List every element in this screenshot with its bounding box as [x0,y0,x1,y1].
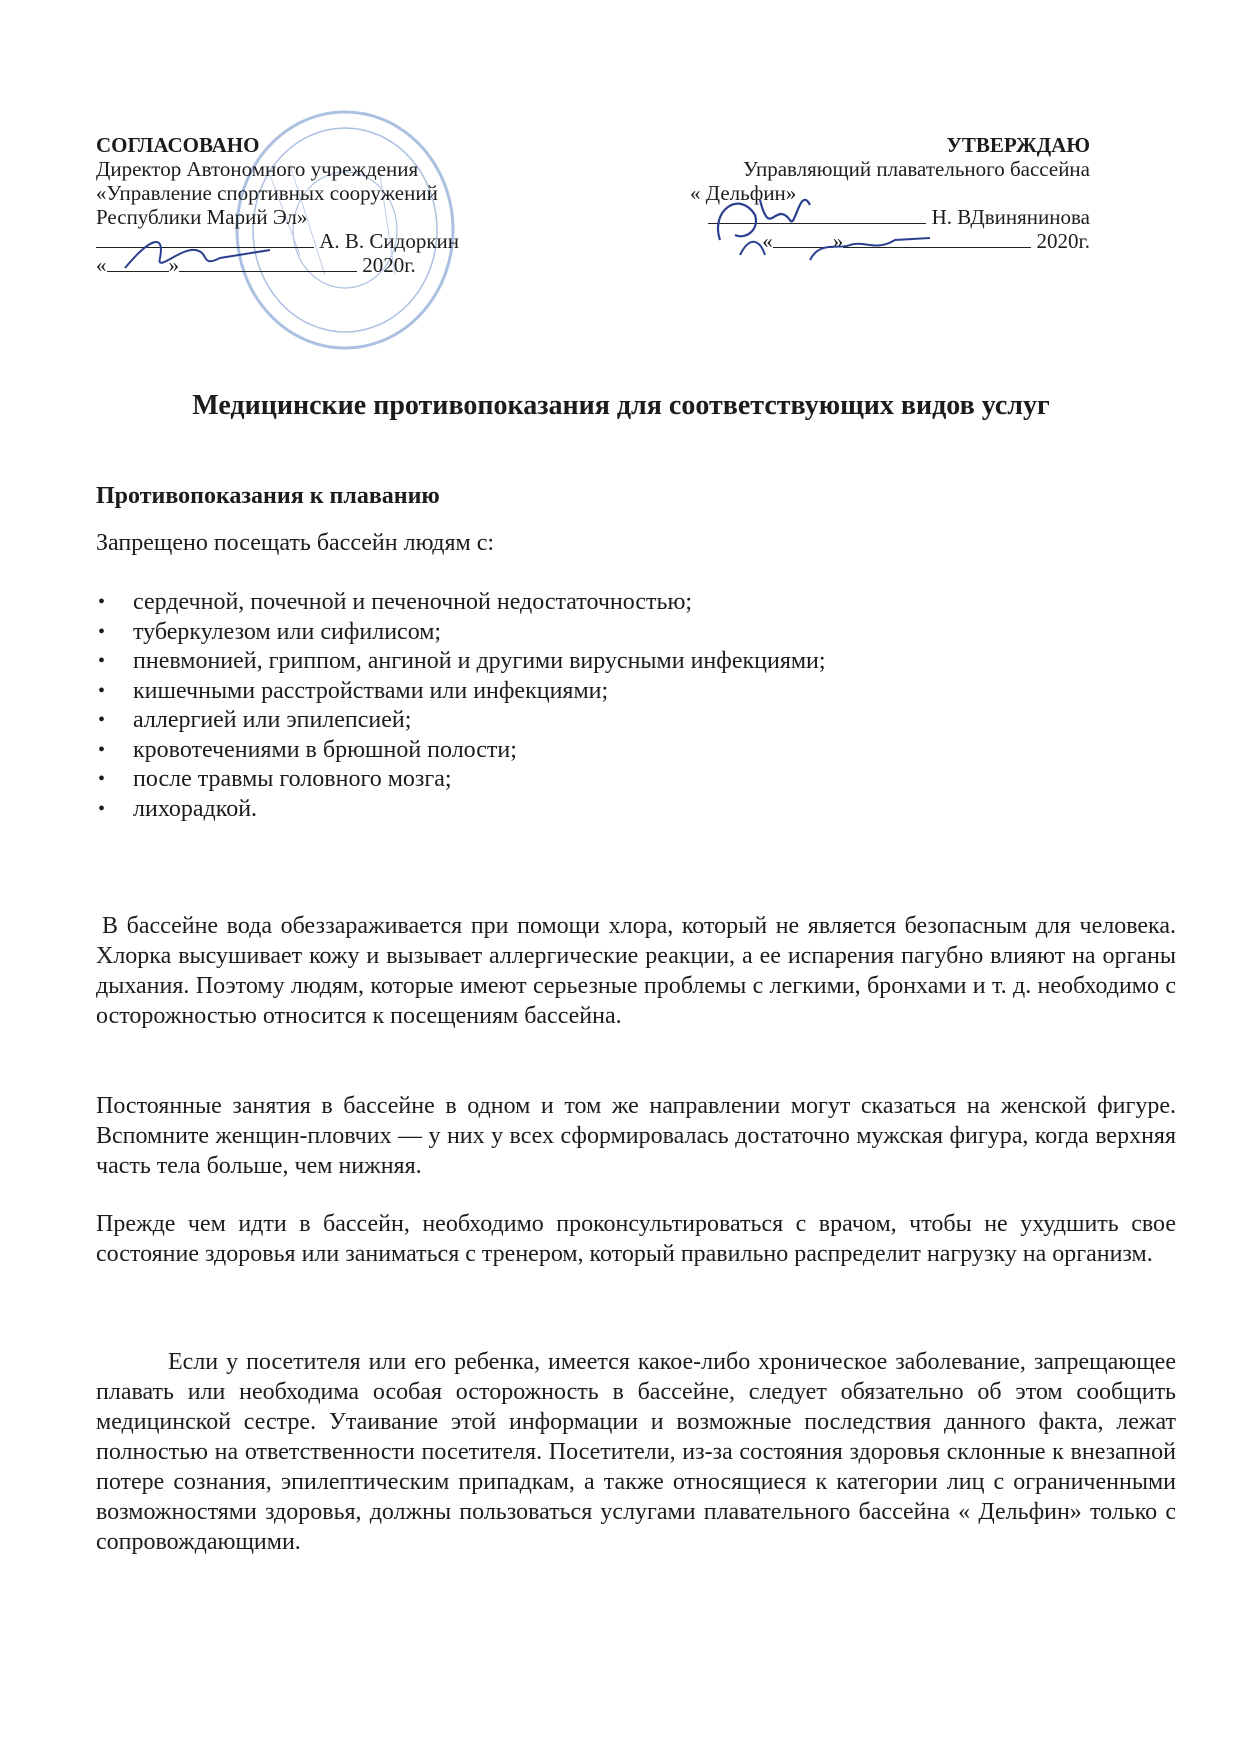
left-approval-org-cont: Республики Марий Эл» [96,205,308,229]
list-item: • аллергией или эпилепсией; [96,706,826,736]
list-item: • сердечной, почечной и печеночной недостаточностью; [96,588,826,618]
document-title: Медицинские противопоказания для соответствующих видов услуг [192,390,1050,421]
right-date-year: 2020г. [1036,229,1090,253]
left-approval-position: Директор Автономного учреждения [96,157,419,181]
section-heading: Противопоказания к плаванию [96,483,440,509]
list-item: • туберкулезом или сифилисом; [96,618,826,648]
right-signature-icon [700,180,940,270]
right-date-close-quote: » [832,229,844,253]
right-approval-org: « Дельфин» [690,181,797,205]
left-signer-name: А. В. Сидоркин [319,229,460,253]
contraindication-list [96,588,826,824]
list-item: • кишечными расстройствами или инфекциями; [96,677,826,707]
list-item: • после травмы головного мозга; [96,765,826,795]
list-item: • кровотечениями в брюшной полости; [96,736,826,766]
right-approval-position: Управляющий плавательного бассейна [742,157,1090,181]
left-date-close-quote: » [168,253,179,277]
left-date-open-quote: « [96,253,107,277]
right-signer-name: Н. ВДвинянинова [931,205,1090,229]
left-approval-org: «Управление спортивных сооружений [96,181,438,205]
intro-text: Запрещено посещать бассейн людям с: [96,530,495,556]
paragraph-visitor-responsibility: Если у посетителя или его ребенка, имеется какое-либо хроническое заболевание, запрещающее плавать или необходима особая осторожность в бассейне, следует обязательно об этом сообщить медицинской сестре. Утаивание этой информации и возможные последствия данного факта, лежат полностью на ответственности посетителя. Посетители, из-за состояния здоровья склонные к внезапной потере сознания, эпилептическим припадкам, а также относящиеся к категории лиц с ограниченными возможностями здоровья, должны пользоваться услугами плавательного бассейна « Дельфин» только с сопровождающими. [96,1349,1176,1555]
left-signature-icon [120,228,280,278]
list-item: • пневмонией, гриппом, ангиной и другими вирусными инфекциями; [96,647,826,677]
left-approval-heading: СОГЛАСОВАНО [96,133,260,157]
paragraph-chlorine: В бассейне вода обеззараживается при помощи хлора, который не является безопасным для человека. Хлорка высушивает кожу и вызывает аллергические реакции, а ее испарения пагубно влияют на органы дыхания. Поэтому людям, которые имеют серьезные проблемы с легкими, бронхами и т. д. необходимо с осторожностью относится к посещениям бассейна. [96,913,1176,1029]
left-date-year: 2020г. [362,253,416,277]
right-date-open-quote: « [762,229,773,253]
paragraph-consult: Прежде чем идти в бассейн, необходимо проконсультироваться с врачом, чтобы не ухудшить свое состояние здоровья или заниматься с тренером, который правильно распределит нагрузку на организм. [96,1211,1176,1267]
list-item: • лихорадкой. [96,795,826,825]
right-approval-heading: УТВЕРЖДАЮ [946,133,1090,157]
paragraph-figure: Постоянные занятия в бассейне в одном и том же направлении могут сказаться на женской фигуре. Вспомните женщин-пловчих — у них у всех сформировалась достаточно мужская фигура, когда верхняя часть тела больше, чем нижняя. [96,1093,1176,1179]
